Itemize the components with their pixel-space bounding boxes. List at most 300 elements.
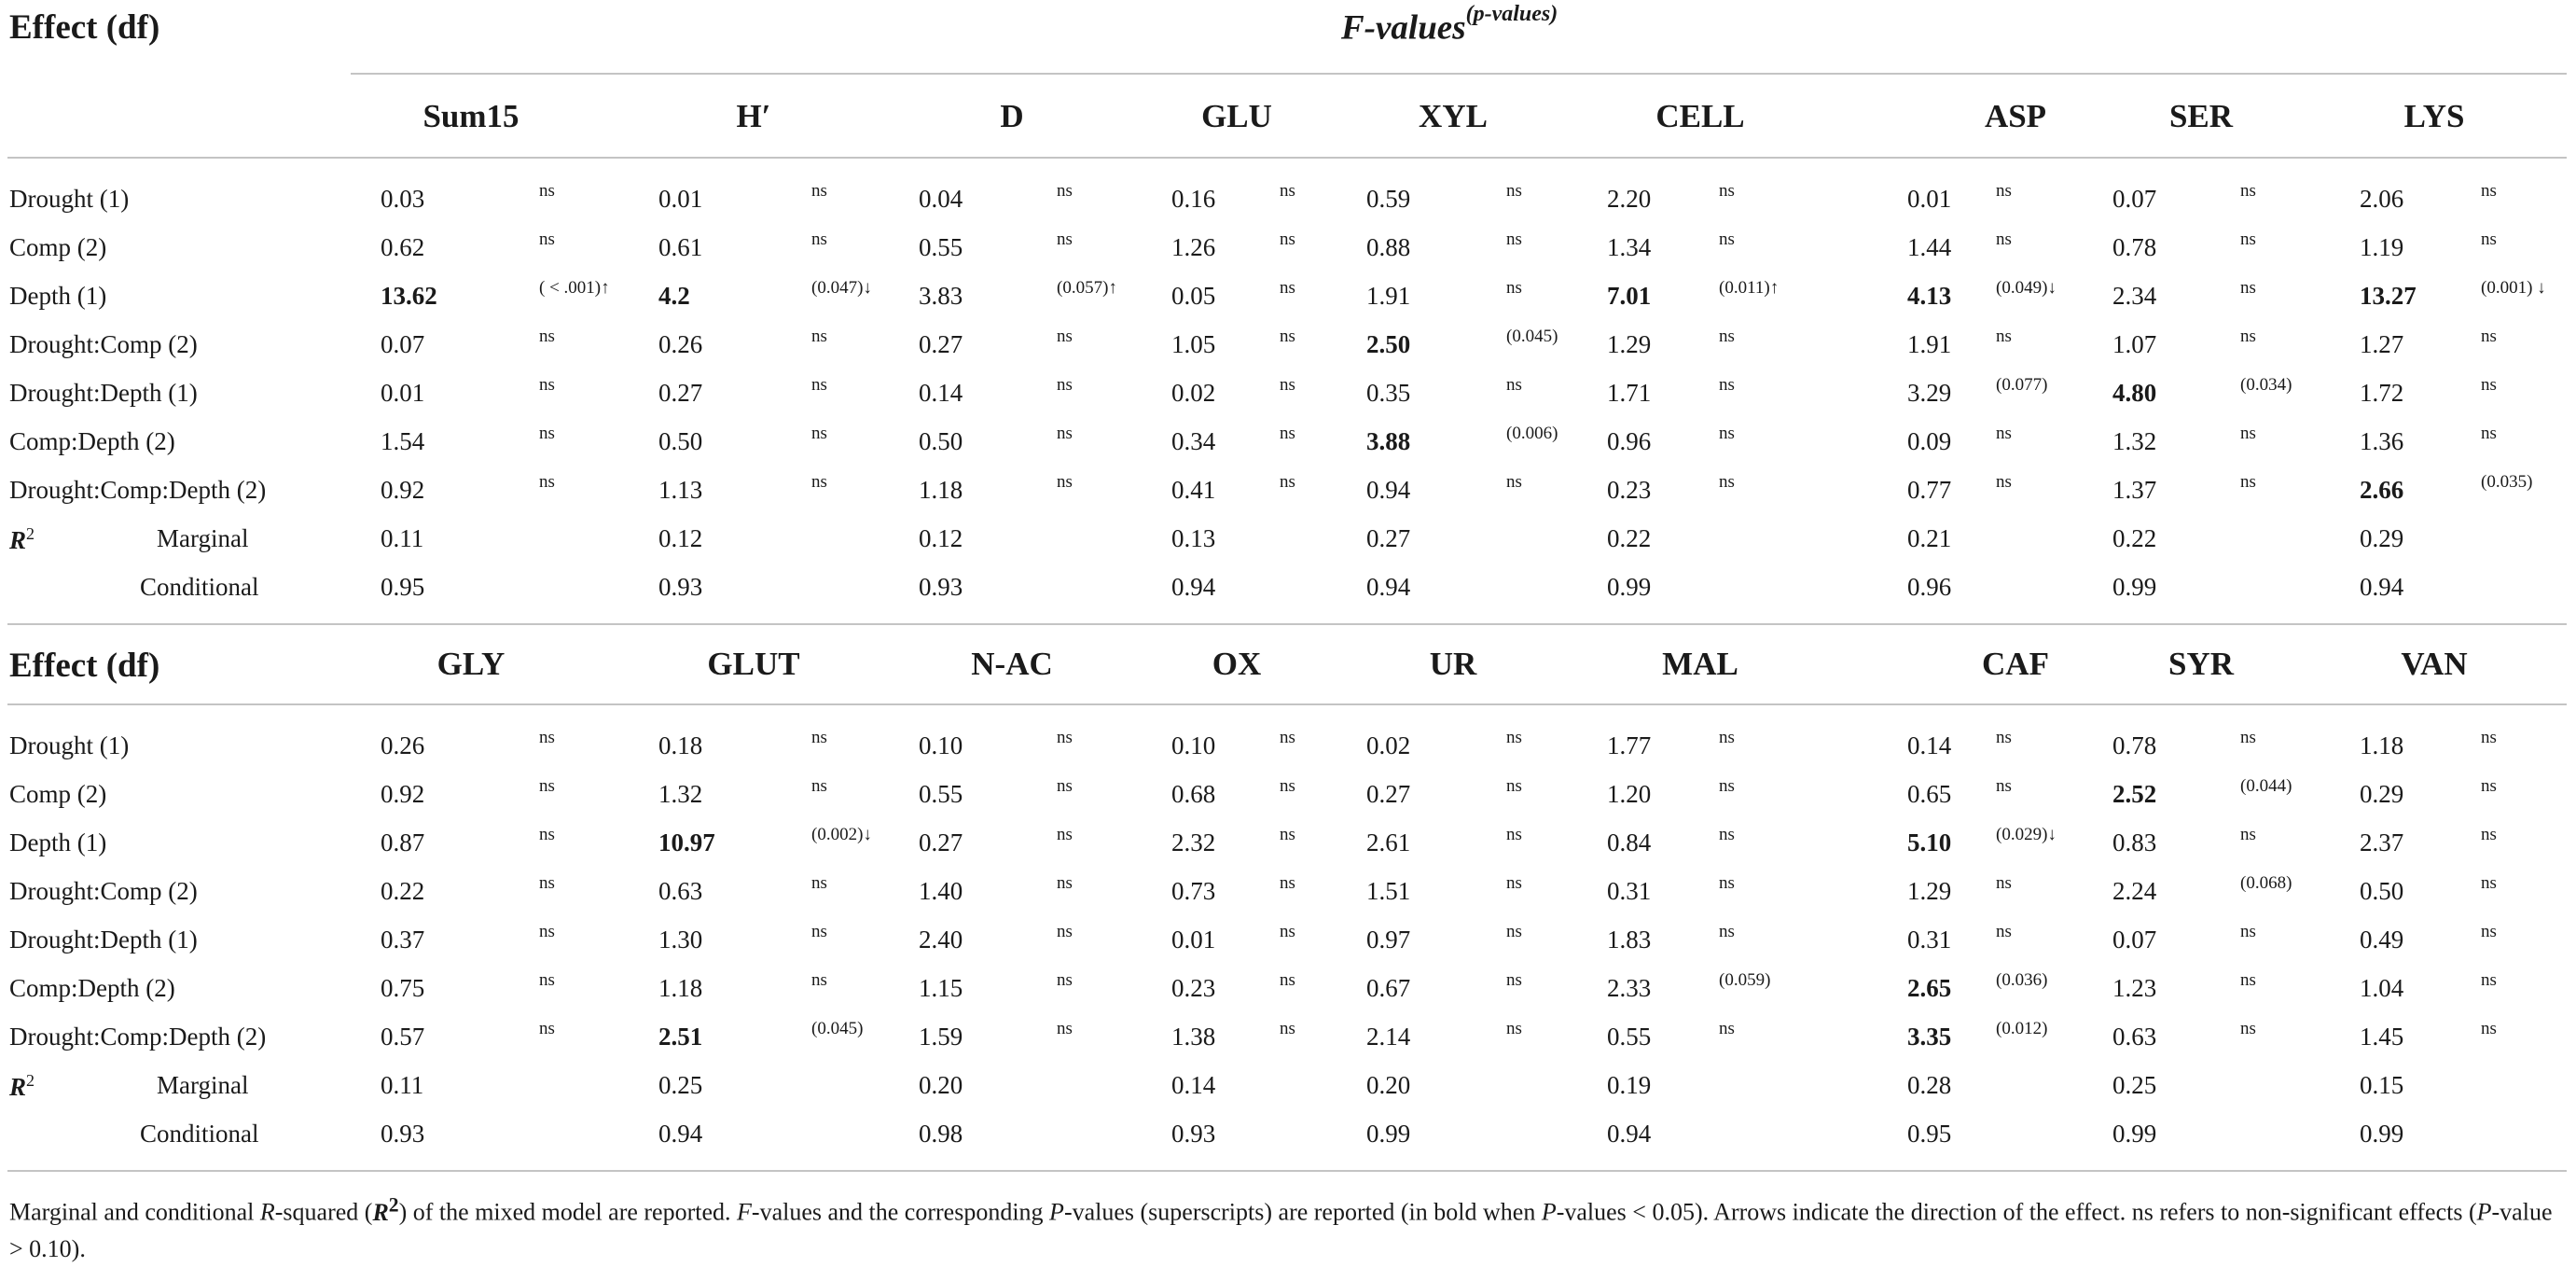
- table2-p-value: ns: [539, 873, 555, 893]
- table1-f-value: 1.54: [381, 427, 425, 455]
- table1-marginal-r2: 0.12: [658, 524, 703, 552]
- table1-f-value: 2.66: [2360, 476, 2404, 504]
- table1-f-value: 0.92: [381, 476, 425, 504]
- table2-row-label: Comp (2): [9, 780, 107, 808]
- table1-f-value: 0.05: [1171, 282, 1216, 310]
- table2-f-value: 0.84: [1607, 828, 1652, 856]
- table1-f-value: 0.03: [381, 185, 425, 213]
- table-2-effect-header: Effect (df): [9, 647, 160, 685]
- table1-f-value: 1.13: [658, 476, 703, 504]
- table2-col-header: GLY: [436, 646, 506, 682]
- table1-p-value: ns: [2481, 424, 2497, 443]
- table2-f-value: 2.52: [2112, 780, 2157, 808]
- table1-p-value: ns: [1719, 230, 1735, 249]
- table1-p-value: ns: [1057, 375, 1073, 395]
- table1-f-value: 3.29: [1907, 379, 1952, 407]
- table1-f-value: 0.94: [1366, 476, 1411, 504]
- table1-p-value: ns: [811, 181, 827, 201]
- table1-p-value: ns: [1996, 181, 2012, 201]
- table2-f-value: 0.27: [919, 828, 963, 856]
- table2-f-value: 1.51: [1366, 877, 1411, 905]
- table1-p-value: ns: [2240, 424, 2256, 443]
- table2-p-value: ns: [1057, 970, 1073, 990]
- table2-p-value: (0.059): [1719, 970, 1771, 990]
- table1-row-label: Comp:Depth (2): [9, 427, 175, 455]
- table1-f-value: 1.71: [1607, 379, 1652, 407]
- table1-col-header: ASP: [1984, 98, 2047, 134]
- table2-f-value: 1.20: [1607, 780, 1652, 808]
- table2-f-value: 2.61: [1366, 828, 1411, 856]
- table1-p-value: ns: [1506, 230, 1522, 249]
- table2-f-value: 0.68: [1171, 780, 1216, 808]
- table1-conditional-label: Conditional: [140, 573, 259, 601]
- table1-row-label: Drought:Comp:Depth (2): [9, 476, 267, 504]
- table2-marginal-r2: 0.11: [381, 1071, 424, 1099]
- table1-p-value: ( < .001)↑: [539, 278, 610, 298]
- table1-f-value: 0.27: [919, 330, 963, 358]
- table1-p-value: ns: [1506, 472, 1522, 492]
- table2-f-value: 0.29: [2360, 780, 2404, 808]
- table2-conditional-r2: 0.93: [1171, 1120, 1216, 1148]
- table1-f-value: 2.20: [1607, 185, 1652, 213]
- table1-p-value: ns: [539, 375, 555, 395]
- table2-p-value: ns: [1996, 728, 2012, 747]
- table2-f-value: 10.97: [658, 828, 715, 856]
- table1-p-value: ns: [2240, 278, 2256, 298]
- table1-p-value: ns: [1719, 327, 1735, 346]
- table1-p-value: (0.049)↓: [1996, 278, 2057, 298]
- table2-marginal-r2: 0.25: [658, 1071, 703, 1099]
- table2-f-value: 0.75: [381, 974, 425, 1002]
- table2-f-value: 0.55: [919, 780, 963, 808]
- table2-f-value: 1.83: [1607, 926, 1652, 954]
- table2-p-value: ns: [1719, 922, 1735, 941]
- table2-f-value: 1.04: [2360, 974, 2404, 1002]
- table2-p-value: ns: [1506, 776, 1522, 796]
- table1-col-header: D: [1000, 98, 1024, 134]
- table2-p-value: ns: [1280, 922, 1295, 941]
- table2-p-value: ns: [1719, 873, 1735, 893]
- table1-marginal-r2: 0.29: [2360, 524, 2404, 552]
- table1-f-value: 13.27: [2360, 282, 2417, 310]
- table1-f-value: 3.83: [919, 282, 963, 310]
- table1-conditional-r2: 0.99: [1607, 573, 1652, 601]
- table1-col-header: SER: [2168, 98, 2234, 134]
- table1-f-value: 1.29: [1607, 330, 1652, 358]
- table1-p-value: (0.047)↓: [811, 278, 872, 298]
- table1-p-value: ns: [539, 181, 555, 201]
- table1-p-value: ns: [811, 375, 827, 395]
- table2-conditional-r2: 0.98: [919, 1120, 963, 1148]
- table1-f-value: 1.91: [1907, 330, 1952, 358]
- table1-p-value: ns: [1996, 327, 2012, 346]
- table2-f-value: 0.31: [1607, 877, 1652, 905]
- table1-f-value: 2.50: [1366, 330, 1411, 358]
- table1-conditional-r2: 0.93: [919, 573, 963, 601]
- table1-f-value: 0.14: [919, 379, 963, 407]
- table-2-bottom-rule: [7, 1170, 2567, 1172]
- table2-p-value: (0.068): [2240, 873, 2292, 893]
- table2-p-value: ns: [539, 922, 555, 941]
- table1-p-value: (0.057)↑: [1057, 278, 1117, 298]
- table2-p-value: ns: [539, 970, 555, 990]
- table1-f-value: 1.05: [1171, 330, 1216, 358]
- table2-row-label: Drought:Comp:Depth (2): [9, 1023, 267, 1051]
- table1-conditional-r2: 0.94: [1366, 573, 1411, 601]
- table-divider-rule: [7, 623, 2567, 625]
- table2-f-value: 2.51: [658, 1023, 703, 1051]
- table1-p-value: ns: [811, 472, 827, 492]
- table2-p-value: ns: [1057, 922, 1073, 941]
- table1-p-value: (0.045): [1506, 327, 1558, 346]
- table1-p-value: ns: [1280, 472, 1295, 492]
- table2-p-value: ns: [2481, 970, 2497, 990]
- table2-col-header: MAL: [1662, 646, 1738, 682]
- table2-conditional-r2: 0.99: [2360, 1120, 2404, 1148]
- table2-col-header: GLUT: [707, 646, 800, 682]
- table2-p-value: ns: [811, 728, 827, 747]
- table2-f-value: 0.55: [1607, 1023, 1652, 1051]
- table1-marginal-r2: 0.11: [381, 524, 424, 552]
- table2-f-value: 0.27: [1366, 780, 1411, 808]
- table1-col-header: XYL: [1419, 98, 1488, 134]
- table2-f-value: 1.23: [2112, 974, 2157, 1002]
- table2-p-value: ns: [539, 776, 555, 796]
- table2-f-value: 3.35: [1907, 1023, 1952, 1051]
- table1-f-value: 0.16: [1171, 185, 1216, 213]
- table1-marginal-r2: 0.27: [1366, 524, 1411, 552]
- table1-p-value: ns: [1996, 424, 2012, 443]
- table1-p-value: ns: [1506, 181, 1522, 201]
- table1-p-value: ns: [1280, 230, 1295, 249]
- table2-col-header: VAN: [2401, 646, 2468, 682]
- table2-p-value: (0.036): [1996, 970, 2048, 990]
- table2-f-value: 1.38: [1171, 1023, 1216, 1051]
- table2-p-value: ns: [1057, 873, 1073, 893]
- table2-p-value: ns: [1057, 728, 1073, 747]
- table2-f-value: 0.02: [1366, 731, 1411, 759]
- table1-p-value: ns: [1280, 424, 1295, 443]
- effect-column-header: Effect (df): [9, 8, 160, 47]
- table2-conditional-r2: 0.99: [2112, 1120, 2157, 1148]
- table1-conditional-r2: 0.94: [2360, 573, 2404, 601]
- table2-p-value: (0.029)↓: [1996, 825, 2057, 844]
- table1-f-value: 0.61: [658, 233, 703, 261]
- table1-p-value: ns: [2240, 181, 2256, 201]
- table1-p-value: ns: [1719, 375, 1735, 395]
- table2-p-value: ns: [2481, 728, 2497, 747]
- table2-p-value: (0.045): [811, 1019, 864, 1038]
- table1-p-value: ns: [2240, 472, 2256, 492]
- table2-f-value: 2.33: [1607, 974, 1652, 1002]
- table2-col-header: N-AC: [971, 646, 1053, 682]
- table1-p-value: (0.011)↑: [1719, 278, 1780, 298]
- table2-p-value: ns: [1057, 1019, 1073, 1038]
- table1-p-value: ns: [1057, 327, 1073, 346]
- table2-conditional-r2: 0.99: [1366, 1120, 1411, 1148]
- table2-p-value: ns: [1996, 776, 2012, 796]
- table1-f-value: 0.78: [2112, 233, 2157, 261]
- table1-f-value: 7.01: [1607, 282, 1652, 310]
- table1-row-label: Depth (1): [9, 282, 107, 310]
- table2-f-value: 1.18: [2360, 731, 2404, 759]
- table1-p-value: ns: [1057, 230, 1073, 249]
- table2-f-value: 1.77: [1607, 731, 1652, 759]
- table1-p-value: ns: [811, 327, 827, 346]
- table2-p-value: ns: [1996, 873, 2012, 893]
- table1-f-value: 0.01: [1907, 185, 1952, 213]
- table2-p-value: ns: [1719, 728, 1735, 747]
- table1-f-value: 1.19: [2360, 233, 2404, 261]
- table2-p-value: (0.012): [1996, 1019, 2048, 1038]
- table2-f-value: 1.32: [658, 780, 703, 808]
- table1-p-value: ns: [1057, 181, 1073, 201]
- table2-conditional-label: Conditional: [140, 1120, 259, 1148]
- table2-p-value: ns: [2240, 922, 2256, 941]
- table1-f-value: 2.34: [2112, 282, 2157, 310]
- table2-f-value: 0.10: [919, 731, 963, 759]
- table1-conditional-r2: 0.94: [1171, 573, 1216, 601]
- table2-p-value: (0.044): [2240, 776, 2292, 796]
- table2-p-value: ns: [1506, 728, 1522, 747]
- table2-p-value: ns: [811, 922, 827, 941]
- table2-marginal-r2: 0.14: [1171, 1071, 1216, 1099]
- table2-col-header: SYR: [2167, 646, 2235, 682]
- table1-f-value: 2.06: [2360, 185, 2404, 213]
- table2-conditional-r2: 0.93: [381, 1120, 425, 1148]
- table2-marginal-r2: 0.20: [1366, 1071, 1411, 1099]
- table2-p-value: ns: [2481, 776, 2497, 796]
- table2-f-value: 0.31: [1907, 926, 1952, 954]
- header-span-rule: [351, 73, 2567, 75]
- table2-p-value: ns: [811, 970, 827, 990]
- table2-row-label: Drought:Depth (1): [9, 926, 198, 954]
- table2-p-value: ns: [539, 1019, 555, 1038]
- table2-f-value: 1.15: [919, 974, 963, 1002]
- table1-p-value: ns: [2240, 230, 2256, 249]
- table2-f-value: 0.37: [381, 926, 425, 954]
- table2-row-label: Drought:Comp (2): [9, 877, 198, 905]
- table1-f-value: 0.35: [1366, 379, 1411, 407]
- table2-p-value: ns: [811, 873, 827, 893]
- table1-p-value: ns: [1719, 472, 1735, 492]
- table1-f-value: 0.26: [658, 330, 703, 358]
- table2-p-value: ns: [1719, 1019, 1735, 1038]
- table1-marginal-r2: 0.13: [1171, 524, 1216, 552]
- table1-r2-label: $R^2$: [9, 524, 35, 554]
- table2-conditional-r2: 0.94: [658, 1120, 703, 1148]
- table2-p-value: ns: [1280, 873, 1295, 893]
- table2-marginal-label: Marginal: [157, 1071, 249, 1099]
- table1-f-value: 0.62: [381, 233, 425, 261]
- table1-p-value: ns: [2240, 327, 2256, 346]
- table2-p-value: ns: [539, 728, 555, 747]
- table1-p-value: ns: [539, 424, 555, 443]
- table1-p-value: ns: [1057, 472, 1073, 492]
- table1-f-value: 0.23: [1607, 476, 1652, 504]
- table1-col-header: GLU: [1201, 98, 1272, 134]
- table2-f-value: 0.07: [2112, 926, 2157, 954]
- table1-p-value: ns: [539, 230, 555, 249]
- table2-f-value: 0.83: [2112, 828, 2157, 856]
- table2-f-value: 0.92: [381, 780, 425, 808]
- table1-p-value: ns: [1719, 181, 1735, 201]
- table2-f-value: 0.63: [658, 877, 703, 905]
- table1-f-value: 0.50: [658, 427, 703, 455]
- table1-p-value: ns: [2481, 327, 2497, 346]
- table1-f-value: 0.55: [919, 233, 963, 261]
- table2-f-value: 2.24: [2112, 877, 2157, 905]
- table1-p-value: ns: [1057, 424, 1073, 443]
- table1-col-header: Sum15: [422, 98, 519, 134]
- table1-f-value: 0.01: [381, 379, 425, 407]
- table1-f-value: 0.96: [1607, 427, 1652, 455]
- table1-f-value: 0.07: [381, 330, 425, 358]
- table1-f-value: 1.44: [1907, 233, 1952, 261]
- table2-f-value: 0.87: [381, 828, 425, 856]
- table1-f-value: 0.04: [919, 185, 963, 213]
- table1-p-value: ns: [811, 424, 827, 443]
- table2-f-value: 1.45: [2360, 1023, 2404, 1051]
- table2-p-value: ns: [1506, 1019, 1522, 1038]
- table2-f-value: 1.18: [658, 974, 703, 1002]
- table1-f-value: 0.88: [1366, 233, 1411, 261]
- table1-col-header: CELL: [1655, 98, 1745, 134]
- table2-conditional-r2: 0.94: [1607, 1120, 1652, 1148]
- table-2-header-rule: [7, 703, 2567, 705]
- table1-f-value: 0.01: [658, 185, 703, 213]
- table1-f-value: 1.36: [2360, 427, 2404, 455]
- table1-f-value: 1.26: [1171, 233, 1216, 261]
- table1-f-value: 1.07: [2112, 330, 2157, 358]
- table2-p-value: ns: [1506, 922, 1522, 941]
- table1-f-value: 0.59: [1366, 185, 1411, 213]
- table1-row-label: Drought (1): [9, 185, 130, 213]
- table2-p-value: (0.002)↓: [811, 825, 872, 844]
- table2-p-value: ns: [1280, 970, 1295, 990]
- table1-row-label: Drought:Depth (1): [9, 379, 198, 407]
- table1-f-value: 3.88: [1366, 427, 1411, 455]
- table1-p-value: (0.077): [1996, 375, 2048, 395]
- table1-p-value: (0.034): [2240, 375, 2292, 395]
- table2-p-value: ns: [1719, 825, 1735, 844]
- table2-f-value: 0.57: [381, 1023, 425, 1051]
- table1-f-value: 4.2: [658, 282, 690, 310]
- table2-p-value: ns: [1506, 825, 1522, 844]
- table2-marginal-r2: 0.28: [1907, 1071, 1952, 1099]
- table1-p-value: ns: [1506, 278, 1522, 298]
- table1-p-value: (0.006): [1506, 424, 1558, 443]
- table1-f-value: 0.50: [919, 427, 963, 455]
- table1-p-value: ns: [811, 230, 827, 249]
- table1-f-value: 0.07: [2112, 185, 2157, 213]
- table2-conditional-r2: 0.95: [1907, 1120, 1952, 1148]
- table1-f-value: 0.77: [1907, 476, 1952, 504]
- table2-col-header: CAF: [1982, 646, 2049, 682]
- table1-f-value: 0.09: [1907, 427, 1952, 455]
- table1-f-value: 4.80: [2112, 379, 2157, 407]
- table2-p-value: ns: [2481, 922, 2497, 941]
- table2-col-header: OX: [1212, 646, 1262, 682]
- table1-f-value: 1.34: [1607, 233, 1652, 261]
- table2-f-value: 5.10: [1907, 828, 1952, 856]
- fvalues-label: F-values: [1341, 8, 1466, 48]
- table2-p-value: ns: [1996, 922, 2012, 941]
- table2-f-value: 0.78: [2112, 731, 2157, 759]
- table1-marginal-label: Marginal: [157, 524, 249, 552]
- table2-p-value: ns: [1506, 873, 1522, 893]
- table2-p-value: ns: [2240, 728, 2256, 747]
- table2-f-value: 1.30: [658, 926, 703, 954]
- table2-f-value: 2.14: [1366, 1023, 1411, 1051]
- table1-col-header: H′: [736, 98, 771, 134]
- table2-p-value: ns: [1057, 825, 1073, 844]
- table1-row-label: Drought:Comp (2): [9, 330, 198, 358]
- table2-f-value: 1.29: [1907, 877, 1952, 905]
- table2-f-value: 2.40: [919, 926, 963, 954]
- table1-f-value: 0.02: [1171, 379, 1216, 407]
- table2-f-value: 0.18: [658, 731, 703, 759]
- table1-p-value: ns: [1280, 278, 1295, 298]
- table2-f-value: 1.40: [919, 877, 963, 905]
- table2-p-value: ns: [2481, 1019, 2497, 1038]
- table1-f-value: 4.13: [1907, 282, 1952, 310]
- table2-p-value: ns: [1280, 728, 1295, 747]
- pvalues-superscript: (p-values): [1465, 2, 1558, 26]
- table1-col-header: LYS: [2403, 98, 2465, 134]
- table1-marginal-r2: 0.12: [919, 524, 963, 552]
- table1-f-value: 1.18: [919, 476, 963, 504]
- table1-p-value: ns: [2481, 375, 2497, 395]
- table2-f-value: 0.73: [1171, 877, 1216, 905]
- table2-marginal-r2: 0.15: [2360, 1071, 2404, 1099]
- table1-p-value: (0.035): [2481, 472, 2533, 492]
- table-footnote: Marginal and conditional R-squared $(R^2)$ of the mixed model are reported. F-values and the corresponding P-values (superscripts) are reported (in bold when P-values < 0.05). Arrows indicate the direction of the effect. ns refers to non-significant effects (P-value > 0.10).: [9, 1193, 2553, 1262]
- table2-f-value: 2.37: [2360, 828, 2404, 856]
- table1-f-value: 1.32: [2112, 427, 2157, 455]
- table2-p-value: ns: [1719, 776, 1735, 796]
- table2-p-value: ns: [1506, 970, 1522, 990]
- table2-row-label: Depth (1): [9, 828, 107, 856]
- table2-f-value: 2.32: [1171, 828, 1216, 856]
- table1-p-value: ns: [2481, 230, 2497, 249]
- table2-f-value: 0.10: [1171, 731, 1216, 759]
- table2-col-header: UR: [1429, 646, 1477, 682]
- table2-f-value: 0.63: [2112, 1023, 2157, 1051]
- table1-conditional-r2: 0.93: [658, 573, 703, 601]
- table1-p-value: ns: [539, 472, 555, 492]
- table1-f-value: 1.37: [2112, 476, 2157, 504]
- table1-marginal-r2: 0.21: [1907, 524, 1952, 552]
- table2-f-value: 1.59: [919, 1023, 963, 1051]
- table2-f-value: 0.49: [2360, 926, 2404, 954]
- table2-p-value: ns: [2240, 825, 2256, 844]
- table1-p-value: ns: [2481, 181, 2497, 201]
- table2-marginal-r2: 0.20: [919, 1071, 963, 1099]
- table1-f-value: 1.72: [2360, 379, 2404, 407]
- table2-p-value: ns: [539, 825, 555, 844]
- table2-p-value: ns: [811, 776, 827, 796]
- table1-marginal-r2: 0.22: [1607, 524, 1652, 552]
- table1-p-value: (0.001) ↓: [2481, 278, 2546, 298]
- table1-f-value: 1.27: [2360, 330, 2404, 358]
- table2-p-value: ns: [2240, 1019, 2256, 1038]
- table1-f-value: 0.27: [658, 379, 703, 407]
- table2-f-value: 0.67: [1366, 974, 1411, 1002]
- table2-p-value: ns: [1280, 776, 1295, 796]
- table1-row-label: Comp (2): [9, 233, 107, 261]
- table2-marginal-r2: 0.25: [2112, 1071, 2157, 1099]
